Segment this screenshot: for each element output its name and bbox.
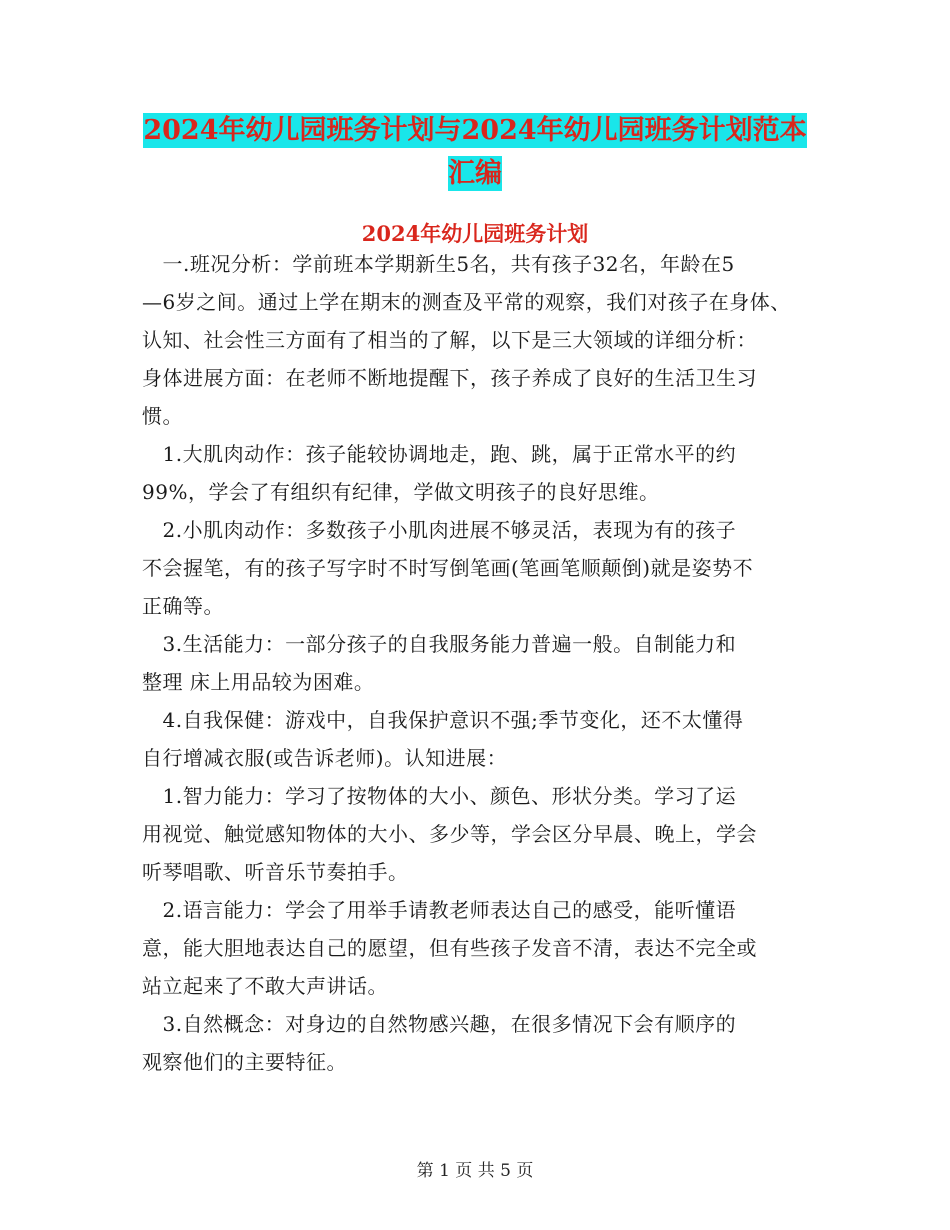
document-title-text-1: 2024年幼儿园班务计划与2024年幼儿园班务计划范本 bbox=[143, 115, 807, 146]
paragraph-line: 意，能大胆地表达自己的愿望，但有些孩子发音不清，表达不完全或 bbox=[142, 936, 757, 960]
document-title-line-2 bbox=[0, 154, 950, 194]
paragraph-line: 1.大肌肉动作：孩子能较协调地走，跑、跳，属于正常水平的约 bbox=[142, 442, 737, 466]
paragraph-line: 3.生活能力：一部分孩子的自我服务能力普遍一般。自制能力和 bbox=[142, 632, 737, 656]
paragraph-line: 用视觉、触觉感知物体的大小、多少等，学会区分早晨、晚上，学会 bbox=[142, 822, 757, 846]
paragraph-line: 3.自然概念：对身边的自然物感兴趣，在很多情况下会有顺序的 bbox=[142, 1012, 737, 1036]
paragraph-line: 观察他们的主要特征。 bbox=[142, 1050, 347, 1074]
paragraph-line: 99%，学会了有组织有纪律，学做文明孩子的良好思维。 bbox=[142, 480, 660, 504]
paragraph-line: 整理 床上用品较为困难。 bbox=[142, 670, 375, 694]
paragraph-line: 站立起来了不敢大声讲话。 bbox=[142, 974, 388, 998]
section-title: 2024年幼儿园班务计划 bbox=[361, 221, 589, 246]
paragraph-line: 正确等。 bbox=[142, 594, 224, 618]
paragraph-line: 认知、社会性三方面有了相当的了解，以下是三大领域的详细分析： bbox=[142, 328, 757, 352]
paragraph-line: 一.班况分析：学前班本学期新生5名，共有孩子32名，年龄在5 bbox=[142, 252, 735, 276]
paragraph-line: 4.自我保健：游戏中，自我保护意识不强;季节变化，还不太懂得 bbox=[142, 708, 744, 732]
paragraph-line: 惯。 bbox=[142, 404, 183, 428]
page-footer: 第 1 页 共 5 页 bbox=[416, 1161, 534, 1181]
paragraph-line: 听琴唱歌、听音乐节奏拍手。 bbox=[142, 860, 409, 884]
paragraph-line: 不会握笔，有的孩子写字时不时写倒笔画(笔画笔顺颠倒)就是姿势不 bbox=[142, 556, 754, 580]
paragraph-line: 身体进展方面：在老师不断地提醒下，孩子养成了良好的生活卫生习 bbox=[142, 366, 757, 390]
paragraph-line: 自行增减衣服(或告诉老师)。认知进展： bbox=[142, 746, 508, 770]
document-title-line-1 bbox=[0, 111, 950, 151]
document-title-text-2: 汇编 bbox=[448, 158, 502, 189]
paragraph-line: 1.智力能力：学习了按物体的大小、颜色、形状分类。学习了运 bbox=[142, 784, 737, 808]
paragraph-line: —6岁之间。通过上学在期末的测查及平常的观察，我们对孩子在身体、 bbox=[142, 290, 791, 314]
paragraph-line: 2.语言能力：学会了用举手请教老师表达自己的感受，能听懂语 bbox=[142, 898, 737, 922]
paragraph-line: 2.小肌肉动作：多数孩子小肌肉进展不够灵活，表现为有的孩子 bbox=[142, 518, 737, 542]
